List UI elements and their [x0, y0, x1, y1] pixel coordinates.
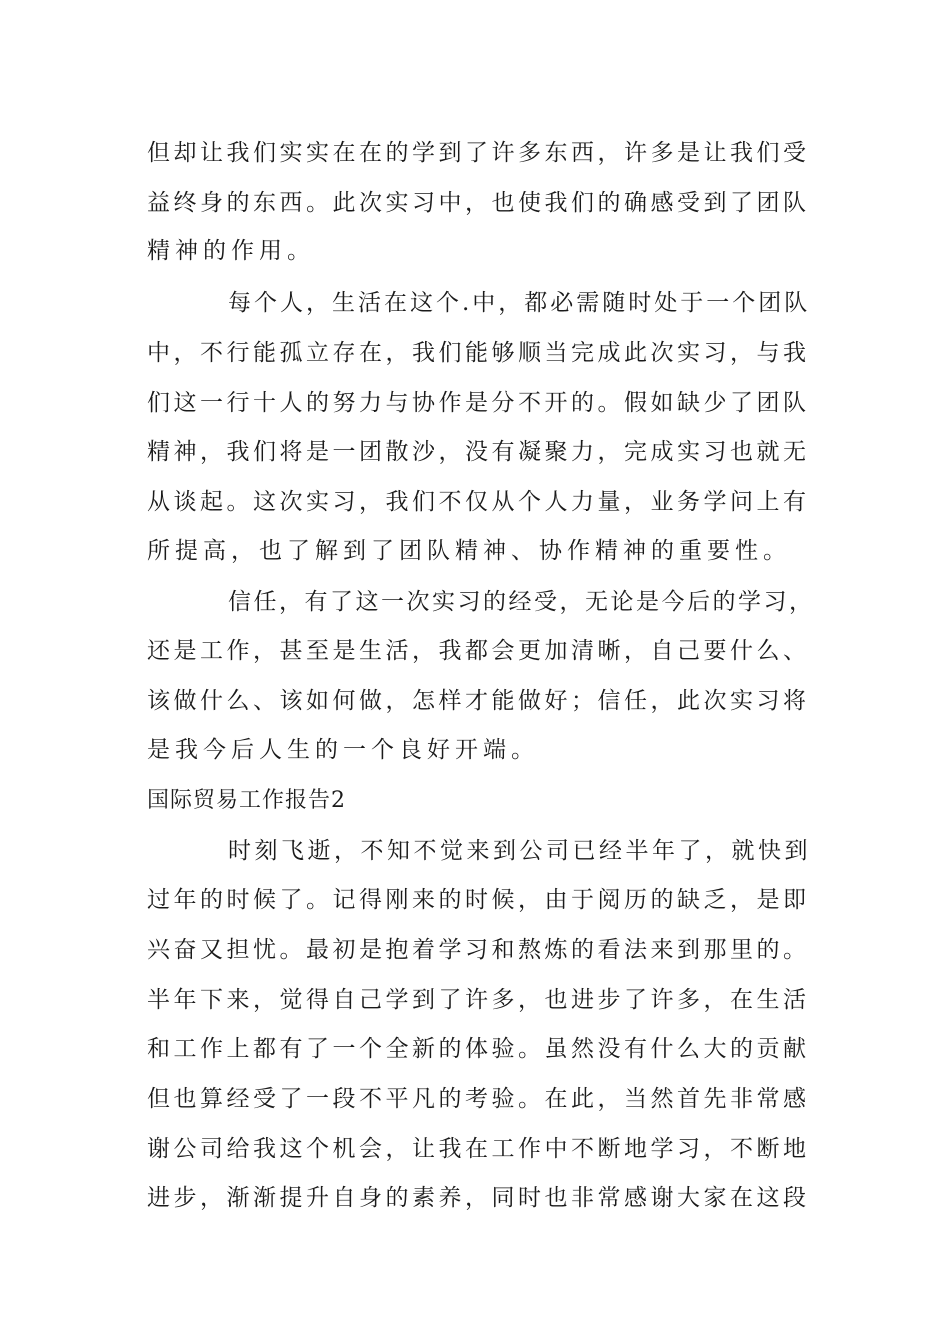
- text-line: 但也算经受了一段不平凡的考验。在此，当然首先非常感: [147, 1086, 810, 1112]
- text-line: 们这一行十人的努力与协作是分不开的。假如缺少了团队: [147, 390, 810, 416]
- text-line: 兴奋又担忧。最初是抱着学习和熬炼的看法来到那里的。: [147, 937, 810, 963]
- text-line: 谢公司给我这个机会，让我在工作中不断地学习，不断地: [147, 1136, 810, 1162]
- text-line: 中，不行能孤立存在，我们能够顺当完成此次实习，与我: [147, 340, 810, 366]
- text-line: 精神的作用。: [147, 238, 315, 264]
- text-line: 过年的时候了。记得刚来的时候，由于阅历的缺乏，是即: [147, 887, 810, 913]
- paragraph-first-line: 每个人，生活在这个.中，都必需随时处于一个团队: [228, 290, 811, 316]
- text-line: 和工作上都有了一个全新的体验。虽然没有什么大的贡献: [147, 1036, 810, 1062]
- text-line: 所提高，也了解到了团队精神、协作精神的重要性。: [147, 538, 791, 564]
- text-line: 精神，我们将是一团散沙，没有凝聚力，完成实习也就无: [147, 439, 810, 465]
- text-line: 该做什么、该如何做，怎样才能做好；信任，此次实习将: [147, 688, 810, 714]
- text-line: 从谈起。这次实习，我们不仅从个人力量，业务学问上有: [147, 489, 810, 515]
- paragraph-first-line: 信任，有了这一次实习的经受，无论是今后的学习，: [228, 589, 815, 615]
- text-line: 是我今后人生的一个良好开端。: [147, 737, 539, 763]
- paragraph-first-line: 时刻飞逝，不知不觉来到公司已经半年了，就快到: [228, 838, 811, 864]
- text-line: 半年下来，觉得自己学到了许多，也进步了许多，在生活: [147, 987, 810, 1013]
- text-line: 进步，渐渐提升自身的素养，同时也非常感谢大家在这段: [147, 1185, 810, 1211]
- section-heading: 国际贸易工作报告2: [147, 788, 346, 813]
- text-line: 还是工作，甚至是生活，我都会更加清晰，自己要什么、: [147, 638, 810, 664]
- text-line: 但却让我们实实在在的学到了许多东西，许多是让我们受: [147, 140, 810, 166]
- text-line: 益终身的东西。此次实习中，也使我们的确感受到了团队: [147, 190, 810, 216]
